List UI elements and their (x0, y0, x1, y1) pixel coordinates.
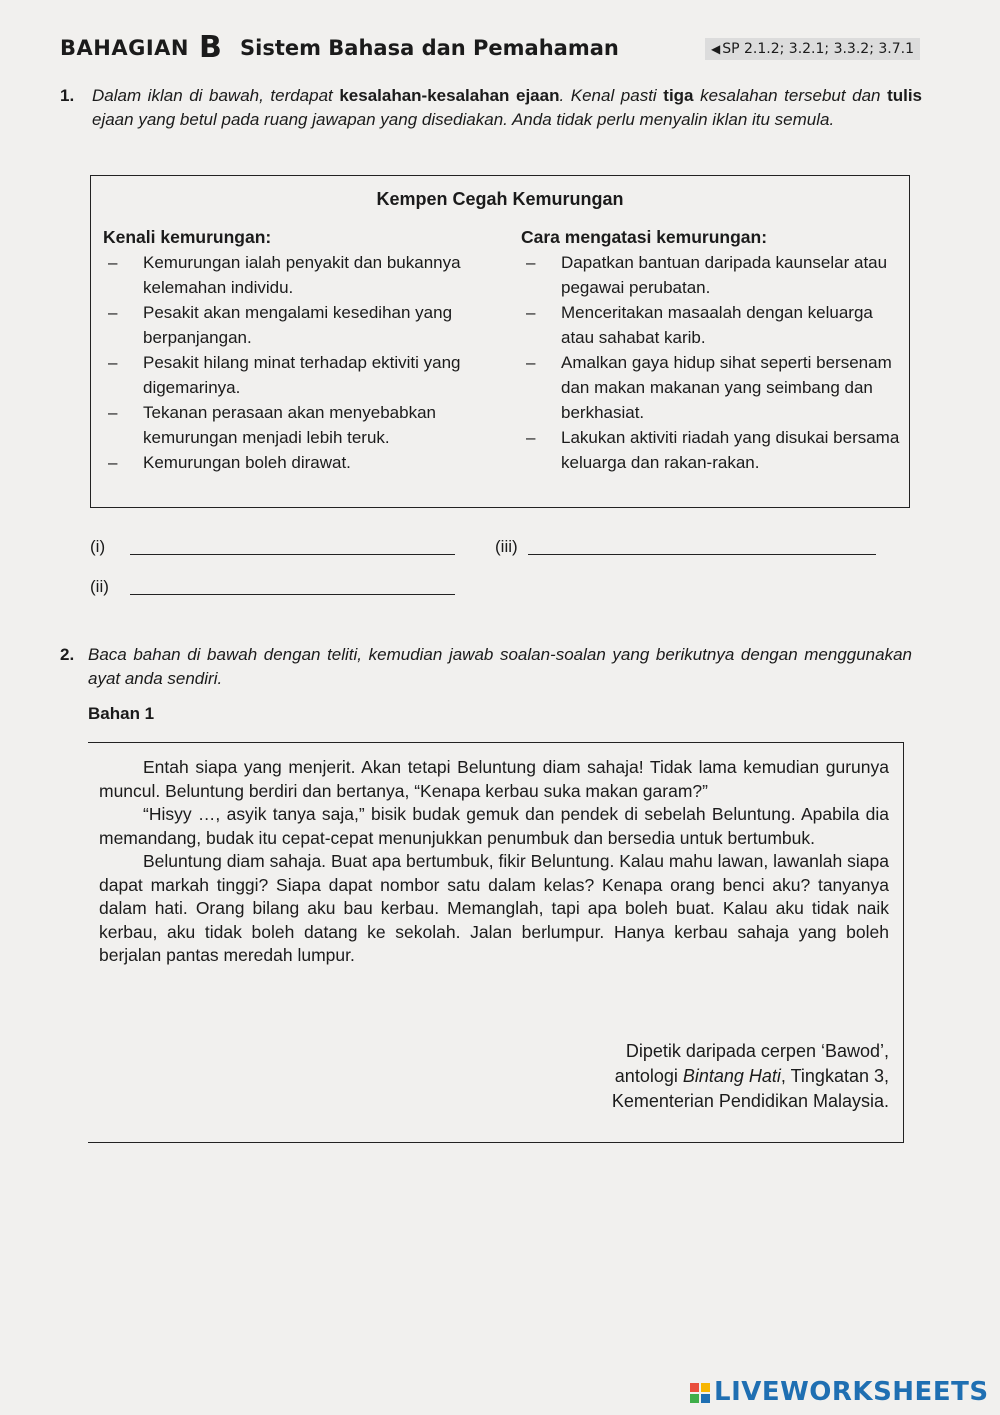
standard-reference-badge (705, 38, 920, 60)
list-item: – Pesakit akan mengalami kesedihan yang berpanjangan. (108, 303, 453, 347)
question-number: 2. (60, 645, 75, 664)
list-item: – Tekanan perasaan akan menyebabkan kemurungan menjadi lebih teruk. (108, 403, 436, 447)
answer-line-ii[interactable] (130, 594, 455, 595)
list-item: – Lakukan aktiviti riadah yang disukai bersama keluarga dan rakan-rakan. (526, 428, 900, 472)
section-header (60, 30, 920, 65)
answer-line-i[interactable] (130, 554, 455, 555)
answer-label-i: (i) (90, 537, 106, 556)
section-letter: B (199, 30, 222, 65)
advertisement-title: Kempen Cegah Kemurungan (376, 189, 624, 209)
question-2 (60, 643, 912, 691)
passage-label: Bahan 1 (88, 704, 155, 723)
advertisement-box (90, 175, 910, 508)
liveworksheets-watermark (690, 1375, 990, 1409)
list-item: – Kemurungan ialah penyakit dan bukannya kelemahan individu. (108, 253, 461, 297)
passage-paragraph: Entah siapa yang menjerit. Akan tetapi Beluntung diam sahaja! Tidak lama kemudian gurunya muncul. Beluntung berdiri dan bertanya, “Kenapa kerbau suka makan garam?” (99, 757, 889, 801)
liveworksheets-logo-icon (690, 1383, 710, 1403)
question-2-text: Baca bahan di bawah dengan teliti, kemudian jawab soalan-soalan yang berikutnya dengan menggunakan ayat anda sendiri. (88, 645, 912, 688)
passage-paragraph: Beluntung diam sahaja. Buat apa bertumbuk, fikir Beluntung. Kalau mahu lawan, lawanlah siapa dapat markah tinggi? Siapa dapat nombor satu dalam kelas? Kenapa orang benci aku? tanyanya dalam hati. Orang bilang aku bau kerbau. Memanglah, tapi apa boleh buat. Kalau aku tidak naik kerbau, aku tidak boleh datang ke sekolah. Jalan berlumpur. Hanya kerbau sahaja yang boleh berjalan pantas meredah lumpur. (99, 851, 889, 965)
section-title: Sistem Bahasa dan Pemahaman (240, 36, 619, 60)
question-1 (60, 84, 922, 132)
answer-label-ii: (ii) (90, 577, 109, 596)
question-number: 1. (60, 86, 75, 105)
answer-line-iii[interactable] (528, 554, 876, 555)
list-item: – Dapatkan bantuan daripada kaunselar atau pegawai perubatan. (526, 253, 888, 297)
standard-reference-text: SP 2.1.2; 3.2.1; 3.3.2; 3.7.1 (722, 41, 914, 57)
list-item: – Amalkan gaya hidup sihat seperti bersenam dan makan makanan yang seimbang dan berkhasiat. (526, 353, 892, 422)
section-label: BAHAGIAN (60, 36, 189, 60)
triangle-left-icon: ◀ (710, 42, 721, 56)
right-column-heading: Cara mengatasi kemurungan: (521, 227, 768, 247)
right-column (521, 225, 906, 475)
list-item: – Menceritakan masaalah dengan keluarga atau sahabat karib. (526, 303, 873, 347)
liveworksheets-wordmark: LIVEWORKSHEETS (714, 1377, 989, 1407)
passage-text (99, 756, 889, 968)
left-column (103, 225, 498, 475)
list-item: – Kemurungan boleh dirawat. (108, 453, 351, 472)
question-1-text: Dalam iklan di bawah, terdapat kesalahan-kesalahan ejaan. Kenal pasti tiga kesalahan tersebut dan tulis ejaan yang betul pada ruang jawapan yang disediakan. Anda tidak perlu menyalin iklan itu semula. (92, 86, 923, 129)
answer-label-iii: (iii) (495, 537, 518, 556)
source-citation: Dipetik daripada cerpen ‘Bawod’, antologi Bintang Hati, Tingkatan 3, Kementerian Pendidikan Malaysia. (611, 1041, 889, 1111)
list-item: – Pesakit hilang minat terhadap ektiviti yang digemarinya. (108, 353, 461, 397)
left-column-heading: Kenali kemurungan: (103, 227, 272, 247)
passage-paragraph: “Hisyy …, asyik tanya saja,” bisik budak gemuk dan pendek di sebelah Beluntung. Apabila dia memandang, budak itu cepat-cepat menunjukkan penumbuk dan bersedia untuk bertumbuk. (99, 804, 889, 848)
passage-box (88, 742, 904, 1143)
